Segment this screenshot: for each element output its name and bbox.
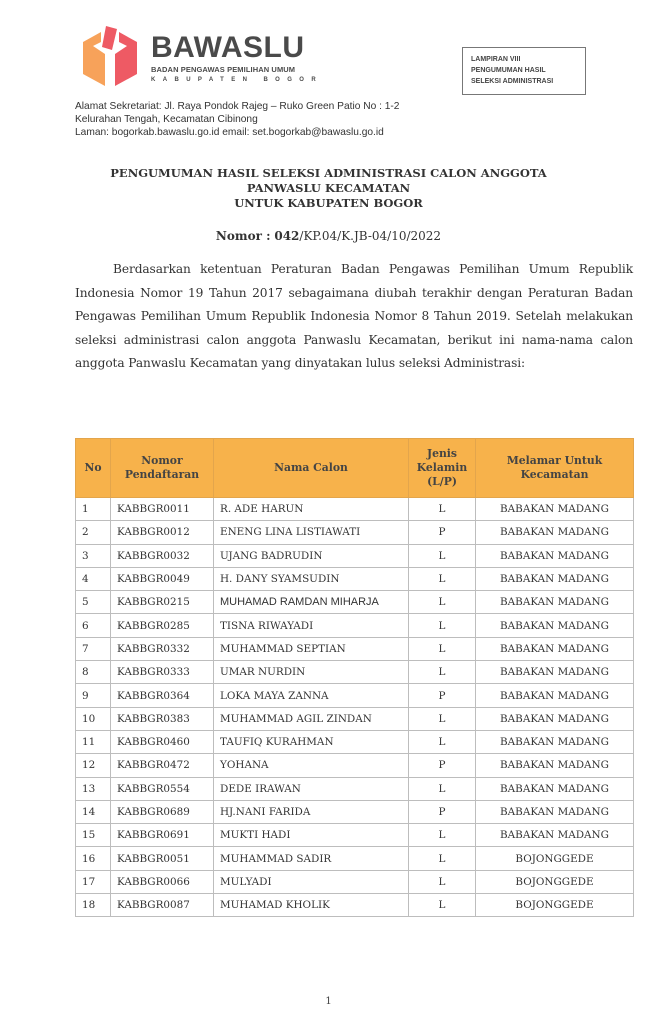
ballot-box-icon — [79, 24, 141, 90]
cell-kecamatan: BABAKAN MADANG — [476, 754, 634, 777]
table-body — [76, 498, 634, 917]
cell-nomor-pendaftaran: KABBGR0689 — [111, 800, 214, 823]
cell-nama-calon: TAUFIQ KURAHMAN — [214, 730, 409, 753]
brand-name: BAWASLU — [151, 31, 305, 64]
table-row — [76, 730, 634, 753]
table-row — [76, 614, 634, 637]
cell-kecamatan: BABAKAN MADANG — [476, 777, 634, 800]
cell-jenis-kelamin: L — [409, 894, 476, 917]
cell-nama-calon: H. DANY SYAMSUDIN — [214, 567, 409, 590]
address-line: Alamat Sekretariat: Jl. Raya Pondok Rajeg – Ruko Green Patio No : 1-2 — [75, 101, 400, 112]
results-table — [75, 438, 634, 917]
cell-nomor-pendaftaran: KABBGR0364 — [111, 684, 214, 707]
cell-nomor-pendaftaran: KABBGR0011 — [111, 498, 214, 521]
cell-jenis-kelamin: L — [409, 824, 476, 847]
cell-no: 15 — [76, 824, 111, 847]
cell-kecamatan: BABAKAN MADANG — [476, 730, 634, 753]
cell-kecamatan: BABAKAN MADANG — [476, 800, 634, 823]
title-line: UNTUK KABUPATEN BOGOR — [234, 196, 423, 210]
table-row — [76, 847, 634, 870]
cell-kecamatan: BABAKAN MADANG — [476, 684, 634, 707]
header-text: (L/P) — [427, 475, 457, 488]
cell-jenis-kelamin: L — [409, 777, 476, 800]
intro-paragraph: Berdasarkan ketentuan Peraturan Badan Pengawas Pemilihan Umum Republik Indonesia Nomor 19 Tahun 2017 sebagaimana diubah terakhir dengan Peraturan Badan Pengawas Pemilihan Umum Republik Indonesia Nomor 8 Tahun 2019. Setelah melakukan seleksi administrasi calon anggota Panwaslu Kecamatan, berikut ini nama-nama calon anggota Panwaslu Kecamatan yang dinyatakan lulus seleksi Administrasi: — [75, 262, 633, 370]
cell-nama-calon: MUHAMMAD SEPTIAN — [214, 637, 409, 660]
cell-no: 7 — [76, 637, 111, 660]
header-text: Pendaftaran — [124, 468, 200, 481]
cell-no: 5 — [76, 591, 111, 614]
header-no: No — [76, 439, 111, 498]
table-row — [76, 567, 634, 590]
cell-no: 8 — [76, 661, 111, 684]
cell-nomor-pendaftaran: KABBGR0087 — [111, 894, 214, 917]
cell-nama-calon: UMAR NURDIN — [214, 661, 409, 684]
cell-nama-calon: YOHANA — [214, 754, 409, 777]
cell-no: 14 — [76, 800, 111, 823]
cell-nomor-pendaftaran: KABBGR0472 — [111, 754, 214, 777]
cell-jenis-kelamin: L — [409, 544, 476, 567]
cell-nomor-pendaftaran: KABBGR0691 — [111, 824, 214, 847]
cell-jenis-kelamin: L — [409, 730, 476, 753]
cell-nama-calon: LOKA MAYA ZANNA — [214, 684, 409, 707]
cell-nomor-pendaftaran: KABBGR0460 — [111, 730, 214, 753]
cell-kecamatan: BABAKAN MADANG — [476, 567, 634, 590]
cell-jenis-kelamin: L — [409, 567, 476, 590]
cell-no: 11 — [76, 730, 111, 753]
header-text: Kecamatan — [520, 468, 589, 481]
cell-nama-calon: MUHAMMAD SADIR — [214, 847, 409, 870]
lampiran-line: PENGUMUMAN HASIL — [471, 67, 546, 74]
header-nama: Nama Calon — [214, 439, 409, 498]
cell-jenis-kelamin: L — [409, 614, 476, 637]
cell-kecamatan: BABAKAN MADANG — [476, 498, 634, 521]
cell-no: 3 — [76, 544, 111, 567]
table-row — [76, 777, 634, 800]
cell-nomor-pendaftaran: KABBGR0051 — [111, 847, 214, 870]
cell-nomor-pendaftaran: KABBGR0383 — [111, 707, 214, 730]
cell-no: 2 — [76, 521, 111, 544]
cell-nomor-pendaftaran: KABBGR0554 — [111, 777, 214, 800]
header-text: Nomor — [141, 454, 183, 467]
table-row — [76, 498, 634, 521]
cell-jenis-kelamin: P — [409, 800, 476, 823]
cell-nomor-pendaftaran: KABBGR0215 — [111, 591, 214, 614]
cell-nama-calon: MUHAMMAD AGIL ZINDAN — [214, 707, 409, 730]
table-row — [76, 894, 634, 917]
cell-nama-calon: HJ.NANI FARIDA — [214, 800, 409, 823]
document-number — [0, 229, 657, 243]
document-title — [0, 166, 657, 211]
cell-nomor-pendaftaran: KABBGR0012 — [111, 521, 214, 544]
cell-kecamatan: BOJONGGEDE — [476, 894, 634, 917]
lampiran-box — [462, 47, 586, 95]
cell-jenis-kelamin: L — [409, 661, 476, 684]
table-row — [76, 800, 634, 823]
brand-block — [151, 33, 323, 83]
lampiran-line: SELEKSI ADMINISTRASI — [471, 78, 554, 85]
cell-nomor-pendaftaran: KABBGR0333 — [111, 661, 214, 684]
cell-no: 17 — [76, 870, 111, 893]
title-line: PANWASLU KECAMATAN — [246, 181, 411, 195]
cell-no: 6 — [76, 614, 111, 637]
cell-no: 1 — [76, 498, 111, 521]
table-header-row — [76, 439, 634, 498]
cell-nama-calon: UJANG BADRUDIN — [214, 544, 409, 567]
table-row — [76, 870, 634, 893]
cell-nama-calon: MUHAMAD RAMDAN MIHARJA — [214, 591, 409, 614]
cell-jenis-kelamin: L — [409, 637, 476, 660]
cell-jenis-kelamin: P — [409, 521, 476, 544]
cell-nomor-pendaftaran: KABBGR0332 — [111, 637, 214, 660]
address-line: Kelurahan Tengah, Kecamatan Cibinong — [75, 114, 258, 125]
cell-jenis-kelamin: L — [409, 847, 476, 870]
cell-no: 18 — [76, 894, 111, 917]
table-row — [76, 754, 634, 777]
cell-nama-calon: DEDE IRAWAN — [214, 777, 409, 800]
cell-jenis-kelamin: P — [409, 684, 476, 707]
page-number: 1 — [325, 996, 332, 1007]
cell-no: 10 — [76, 707, 111, 730]
nomor-suffix: /KP.04/K.JB-04/10/2022 — [299, 229, 442, 243]
cell-kecamatan: BOJONGGEDE — [476, 847, 634, 870]
cell-nomor-pendaftaran: KABBGR0032 — [111, 544, 214, 567]
table-row — [76, 591, 634, 614]
cell-kecamatan: BABAKAN MADANG — [476, 707, 634, 730]
address-line: Laman: bogorkab.bawaslu.go.id email: set.bogorkab@bawaslu.go.id — [75, 127, 384, 138]
cell-jenis-kelamin: P — [409, 754, 476, 777]
table-row — [76, 824, 634, 847]
header-kecamatan — [476, 439, 634, 498]
table-row — [76, 707, 634, 730]
nomor-label: Nomor : — [215, 229, 271, 243]
cell-nama-calon: ENENG LINA LISTIAWATI — [214, 521, 409, 544]
cell-kecamatan: BOJONGGEDE — [476, 870, 634, 893]
cell-kecamatan: BABAKAN MADANG — [476, 661, 634, 684]
table-row — [76, 637, 634, 660]
lampiran-line: LAMPIRAN VIII — [471, 56, 521, 63]
cell-nama-calon: MUKTI HADI — [214, 824, 409, 847]
cell-nama-calon: MUHAMAD KHOLIK — [214, 894, 409, 917]
cell-nama-calon: TISNA RIWAYADI — [214, 614, 409, 637]
table-row — [76, 684, 634, 707]
header-kelamin — [409, 439, 476, 498]
cell-jenis-kelamin: L — [409, 591, 476, 614]
cell-nomor-pendaftaran: KABBGR0049 — [111, 567, 214, 590]
cell-no: 12 — [76, 754, 111, 777]
table-row — [76, 544, 634, 567]
cell-nama-calon: R. ADE HARUN — [214, 498, 409, 521]
cell-kecamatan: BABAKAN MADANG — [476, 521, 634, 544]
address-block — [75, 100, 399, 139]
cell-nama-calon: MULYADI — [214, 870, 409, 893]
cell-jenis-kelamin: L — [409, 498, 476, 521]
header-text: Jenis — [426, 447, 457, 460]
brand-region: KABUPATEN BOGOR — [151, 77, 324, 83]
brand-subtitle: BADAN PENGAWAS PEMILIHAN UMUM — [151, 65, 296, 74]
cell-nomor-pendaftaran: KABBGR0066 — [111, 870, 214, 893]
table-row — [76, 521, 634, 544]
cell-kecamatan: BABAKAN MADANG — [476, 614, 634, 637]
cell-no: 4 — [76, 567, 111, 590]
cell-no: 13 — [76, 777, 111, 800]
title-line: PENGUMUMAN HASIL SELEKSI ADMINISTRASI CALON ANGGOTA — [110, 166, 547, 180]
header-nomor — [111, 439, 214, 498]
cell-nomor-pendaftaran: KABBGR0285 — [111, 614, 214, 637]
table-row — [76, 661, 634, 684]
cell-jenis-kelamin: L — [409, 707, 476, 730]
nomor-number: 042 — [274, 229, 300, 243]
cell-no: 16 — [76, 847, 111, 870]
cell-kecamatan: BABAKAN MADANG — [476, 637, 634, 660]
cell-kecamatan: BABAKAN MADANG — [476, 824, 634, 847]
header-text: Kelamin — [416, 461, 468, 474]
cell-no: 9 — [76, 684, 111, 707]
cell-kecamatan: BABAKAN MADANG — [476, 591, 634, 614]
cell-kecamatan: BABAKAN MADANG — [476, 544, 634, 567]
cell-jenis-kelamin: L — [409, 870, 476, 893]
header-text: Melamar Untuk — [506, 454, 603, 467]
